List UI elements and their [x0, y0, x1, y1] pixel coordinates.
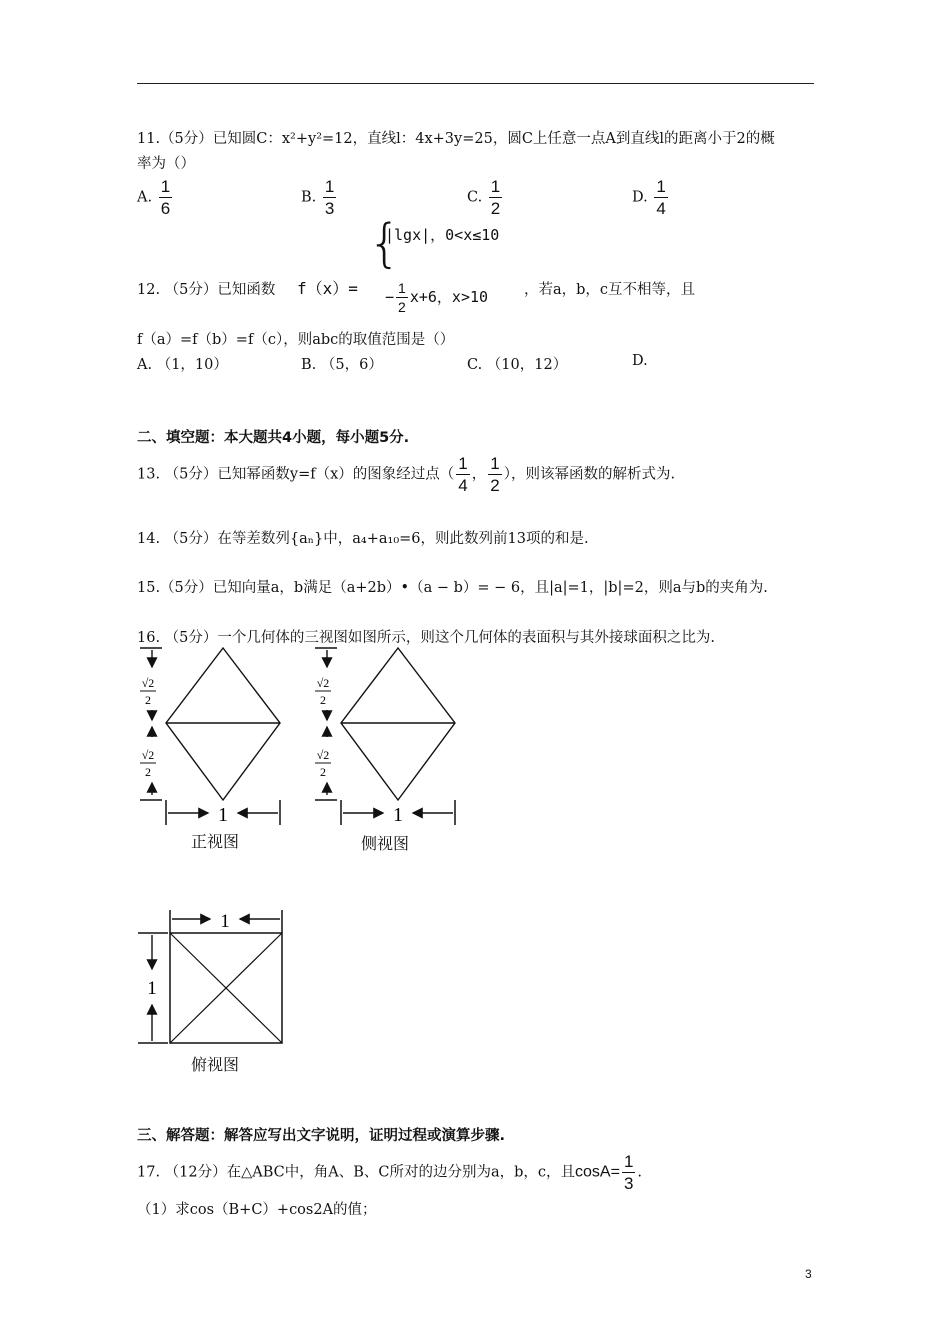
- q12-option-d: D.: [632, 353, 648, 369]
- dim-one: 1: [147, 978, 157, 999]
- option-label: B.: [301, 189, 317, 206]
- fraction: $\frac{1}{3}$: [623, 1152, 634, 1193]
- dim-sqrt2: √2: [141, 748, 155, 762]
- option-label: A.: [137, 189, 153, 206]
- q12-case1: |lgx|，0<x≤10: [385, 226, 500, 244]
- fraction: $\frac{1}{2}$: [398, 280, 406, 315]
- dim-two: 2: [320, 693, 326, 707]
- dim-one: 1: [393, 804, 403, 826]
- q11-option-b: [301, 178, 338, 217]
- fraction: $\frac{1}{6}$: [160, 177, 171, 218]
- q12-prefix: 12. （5分）已知函数: [137, 282, 276, 298]
- top-view: [130, 905, 300, 1045]
- option-label: C.: [467, 189, 483, 206]
- fraction: $\frac{1}{3}$: [324, 177, 335, 218]
- q17-part1: （1）求cos（B+C）+cos2A的值；: [137, 1202, 377, 1218]
- side-view: [315, 648, 455, 826]
- fraction: $\frac{1}{4}$: [458, 454, 468, 495]
- q11-line2: 率为（）: [137, 156, 195, 172]
- q15: 15.（5分）已知向量a，b满足（a+2b）•（a − b）= − 6，且|a|=1，|b|=2，则a与b的夹角为.: [137, 580, 768, 596]
- fraction: $\frac{1}{2}$: [490, 454, 500, 495]
- three-view-figure-top: [130, 645, 470, 860]
- page-number: 3: [805, 1267, 812, 1281]
- section-3-heading: 三、解答题：解答应写出文字说明，证明过程或演算步骤.: [137, 1128, 506, 1144]
- q11-option-d: [632, 178, 670, 217]
- header-rule: [137, 83, 814, 84]
- q17: 17. （12分）在△ABC中，角A、B、C所对的边分别为a，b，c，且cosA= $\frac{1}{3}$ .: [137, 1152, 643, 1193]
- side-view-label: 侧视图: [361, 834, 410, 853]
- q16: 16. （5分）一个几何体的三视图如图所示，则这个几何体的表面积与其外接球面积之比为.: [137, 630, 715, 646]
- q12-line2: f（a）=f（b）=f（c），则abc的取值范围是（）: [137, 332, 455, 348]
- top-view-label: 俯视图: [191, 1055, 240, 1074]
- q12-option-b: B. （5，6）: [301, 357, 383, 373]
- dim-one: 1: [220, 911, 230, 932]
- q11-line1: 11.（5分）已知圆C：x²+y²=12，直线l：4x+3y=25，圆C上任意一点A到直线l的距离小于2的概: [137, 131, 775, 147]
- q11-option-a: [137, 178, 174, 217]
- option-label: D.: [632, 189, 648, 206]
- dim-sqrt2: √2: [316, 748, 330, 762]
- q12-fx: f（x）=: [297, 279, 358, 298]
- dim-sqrt2: √2: [141, 676, 155, 690]
- q12-option-c: C. （10，12）: [467, 357, 568, 373]
- q12-suffix: ，若a，b，c互不相等，且: [524, 282, 696, 298]
- q14: 14. （5分）在等差数列{aₙ}中，a₄+a₁₀=6，则此数列前13项的和是.: [137, 531, 589, 547]
- front-view: [140, 648, 280, 826]
- piecewise-brace: {: [368, 214, 402, 274]
- fraction: $\frac{1}{2}$: [490, 177, 501, 218]
- section-2-heading: 二、填空题：本大题共4小题，每小题5分.: [137, 430, 410, 446]
- dim-two: 2: [145, 693, 151, 707]
- q11-option-c: [467, 178, 504, 217]
- q12-case2: − $\frac{1}{2}$ x+6，x>10: [385, 280, 489, 315]
- fraction: $\frac{1}{4}$: [656, 177, 666, 218]
- front-view-label: 正视图: [191, 832, 240, 851]
- q12-option-a: A. （1，10）: [137, 357, 228, 373]
- dim-two: 2: [145, 765, 151, 779]
- dim-sqrt2: √2: [316, 676, 330, 690]
- q13: 13. （5分）已知幂函数y=f（x）的图象经过点（ $\frac{1}{4}$ ， $\frac{1}{2}$ ），则该幂函数的解析式为.: [137, 454, 676, 495]
- dim-one: 1: [218, 804, 228, 826]
- dim-two: 2: [320, 765, 326, 779]
